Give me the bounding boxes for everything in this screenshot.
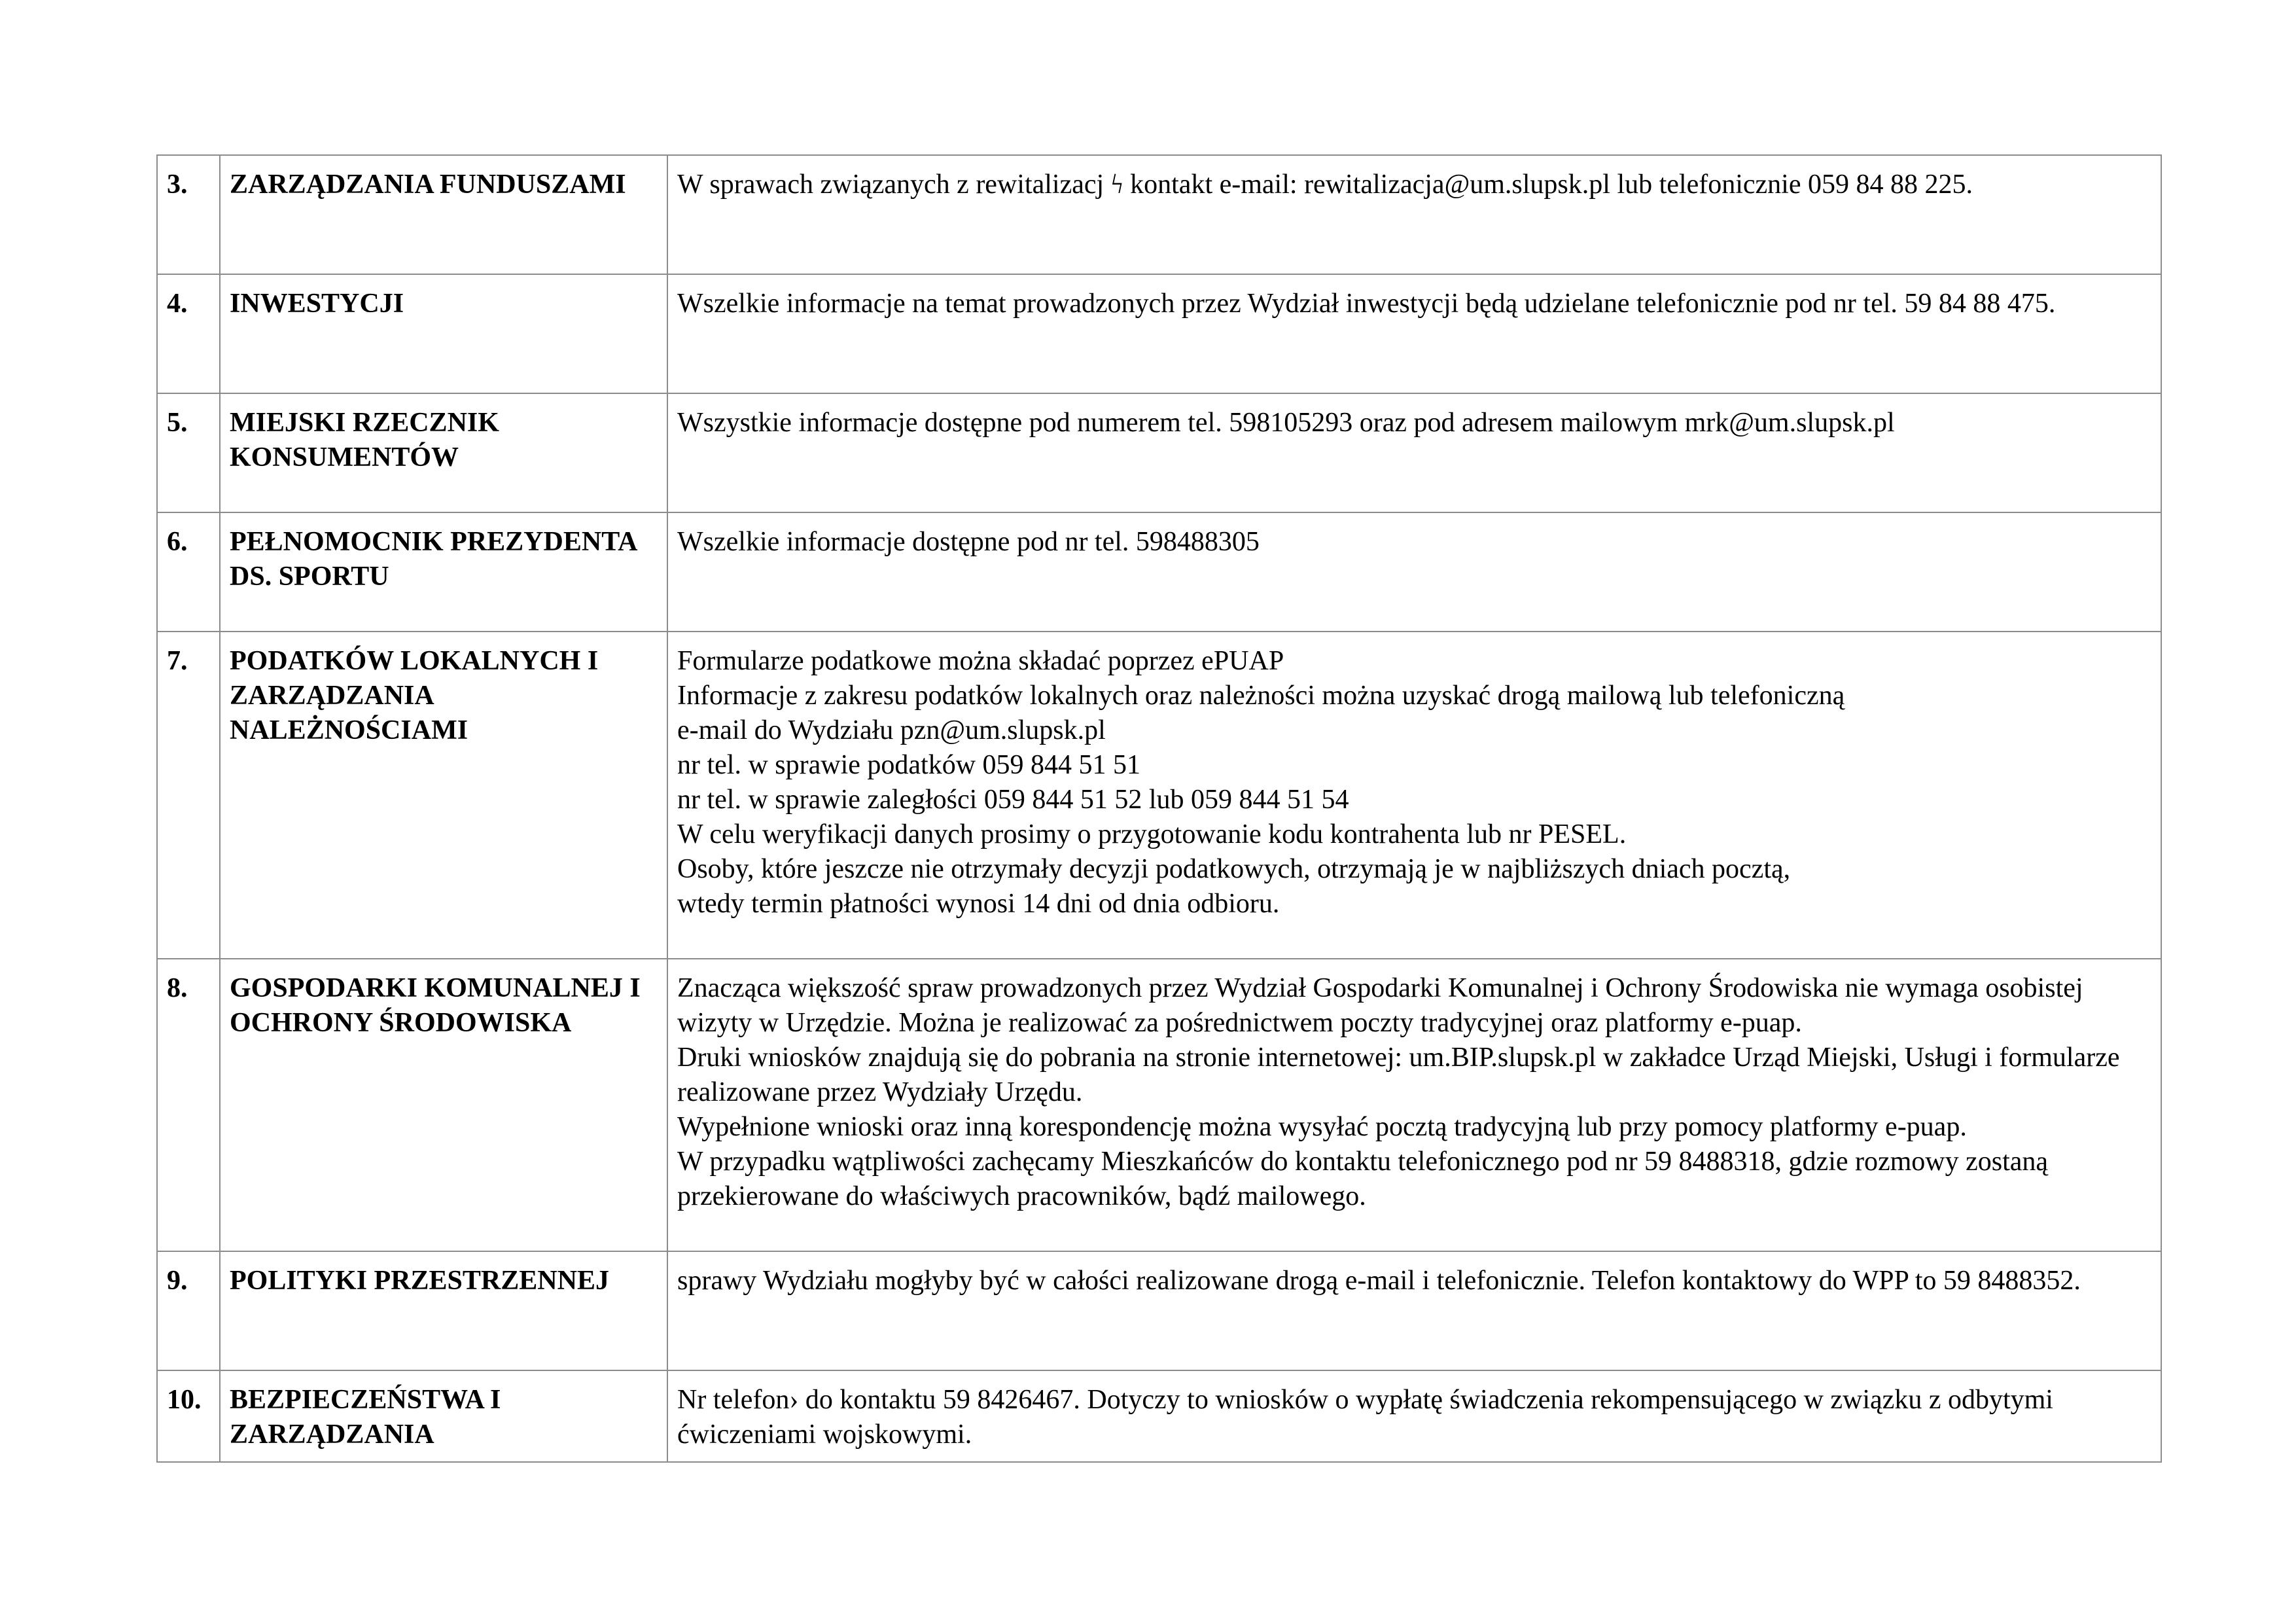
department-name: MIEJSKI RZECZNIK KONSUMENTÓW — [220, 393, 667, 512]
info-line: Druki wniosków znajdują się do pobrania na stronie internetowej: um.BIP.slupsk.pl w zakładce Urząd Miejski, Usługi i formularze realizowane przez Wydziały Urzędu. — [677, 1043, 2120, 1107]
info-line: Znacząca większość spraw prowadzonych przez Wydział Gospodarki Komunalnej i Ochrony Środowiska nie wymaga osobistej wizyty w Urzędzie. Można je realizować za pośrednictwem poczty tradycyjnej oraz platformy e-puap. — [677, 973, 2083, 1038]
info-line: Nr telefon› do kontaktu 59 8426467. Dotyczy to wniosków o wypłatę świadczenia rekompensującego w związku z odbytymi ćwiczeniami wojskowymi. — [677, 1385, 2053, 1450]
department-name: PODATKÓW LOKALNYCH I ZARZĄDZANIA NALEŻNOŚCIAMI — [220, 632, 667, 959]
department-info — [667, 393, 2161, 512]
info-line: Wszelkie informacje dostępne pod nr tel. 598488305 — [677, 527, 1260, 557]
row-number: 6. — [157, 512, 220, 632]
table-row — [157, 1251, 2161, 1370]
row-number: 10. — [157, 1370, 220, 1462]
table-row — [157, 632, 2161, 959]
info-line: W przypadku wątpliwości zachęcamy Mieszkańców do kontaktu telefonicznego pod nr 59 8488318, gdzie rozmowy zostaną przekierowane do właściwych pracowników, bądź mailowego. — [677, 1147, 2049, 1211]
department-info — [667, 1370, 2161, 1462]
info-line: nr tel. w sprawie zaległości 059 844 51 52 lub 059 844 51 54 — [677, 785, 1349, 815]
table-row — [157, 393, 2161, 512]
department-info — [667, 632, 2161, 959]
department-info — [667, 155, 2161, 274]
department-contact-table — [156, 154, 2162, 1463]
info-line: W celu weryfikacji danych prosimy o przygotowanie kodu kontrahenta lub nr PESEL. — [677, 819, 1627, 849]
row-number: 5. — [157, 393, 220, 512]
table-row — [157, 959, 2161, 1251]
department-name: BEZPIECZEŃSTWA I ZARZĄDZANIA — [220, 1370, 667, 1462]
row-number: 4. — [157, 274, 220, 393]
department-name: GOSPODARKI KOMUNALNEJ I OCHRONY ŚRODOWISKA — [220, 959, 667, 1251]
department-info — [667, 959, 2161, 1251]
info-line: nr tel. w sprawie podatków 059 844 51 51 — [677, 750, 1141, 780]
row-number: 8. — [157, 959, 220, 1251]
department-name: ZARZĄDZANIA FUNDUSZAMI — [220, 155, 667, 274]
row-number: 7. — [157, 632, 220, 959]
department-info — [667, 274, 2161, 393]
info-line: Wszelkie informacje na temat prowadzonych przez Wydział inwestycji będą udzielane telefonicznie pod nr tel. 59 84 88 475. — [677, 289, 2056, 319]
table-row — [157, 274, 2161, 393]
department-name: INWESTYCJI — [220, 274, 667, 393]
table-row — [157, 155, 2161, 274]
info-line: Formularze podatkowe można składać poprzez ePUAP — [677, 646, 1284, 676]
info-line: Wszystkie informacje dostępne pod numerem tel. 598105293 oraz pod adresem mailowym mrk@um.slupsk.pl — [677, 408, 1895, 438]
department-info — [667, 1251, 2161, 1370]
row-number: 9. — [157, 1251, 220, 1370]
department-info — [667, 512, 2161, 632]
info-line: Wypełnione wnioski oraz inną korespondencję można wysyłać pocztą tradycyjną lub przy pomocy platformy e-puap. — [677, 1112, 1967, 1142]
info-line: e-mail do Wydziału pzn@um.slupsk.pl — [677, 715, 1106, 745]
department-name: POLITYKI PRZESTRZENNEJ — [220, 1251, 667, 1370]
row-number: 3. — [157, 155, 220, 274]
info-line: sprawy Wydziału mogłyby być w całości realizowane drogą e-mail i telefonicznie. Telefon kontaktowy do WPP to 59 8488352. — [677, 1266, 2081, 1296]
department-name: PEŁNOMOCNIK PREZYDENTA DS. SPORTU — [220, 512, 667, 632]
info-line: W sprawach związanych z rewitalizacj ϟ kontakt e-mail: rewitalizacja@um.slupsk.pl lub telefonicznie 059 84 88 225. — [677, 169, 1973, 200]
table-row — [157, 1370, 2161, 1462]
table-row — [157, 512, 2161, 632]
info-line: Informacje z zakresu podatków lokalnych oraz należności można uzyskać drogą mailową lub telefoniczną — [677, 681, 1845, 711]
info-line: Osoby, które jeszcze nie otrzymały decyzji podatkowych, otrzymają je w najbliższych dniach pocztą, — [677, 854, 1791, 884]
info-line: wtedy termin płatności wynosi 14 dni od dnia odbioru. — [677, 889, 1280, 919]
